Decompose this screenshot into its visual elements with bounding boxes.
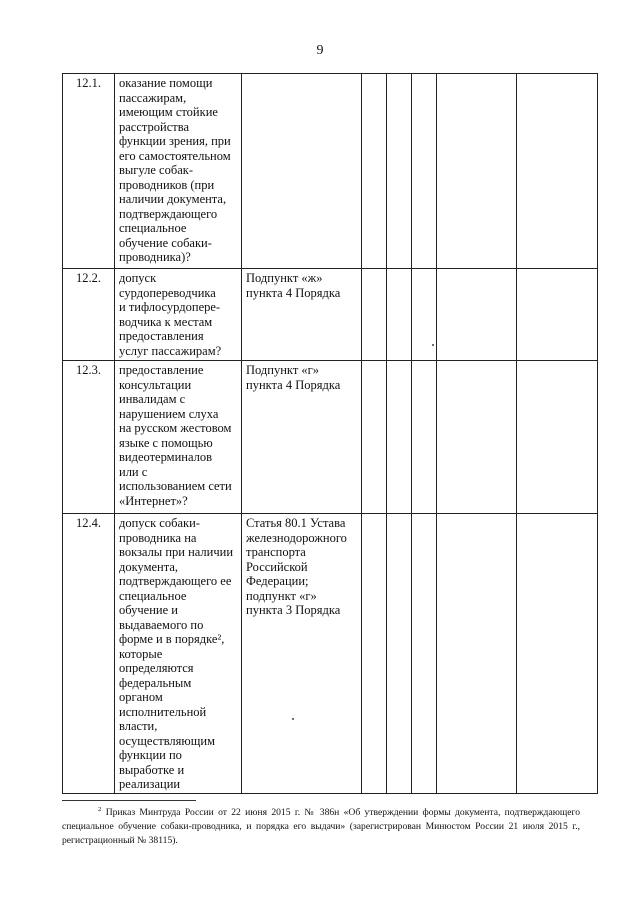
reference-line: железнодорожного [246, 530, 347, 545]
legal-reference-cell [242, 361, 362, 514]
question-line: специальное [119, 588, 187, 603]
answer-no-cell [387, 361, 412, 514]
question-line: видеотерминалов [119, 450, 212, 464]
answer-na-cell [412, 74, 437, 269]
checklist-table [62, 73, 598, 794]
question-line: использованием сети [119, 479, 232, 493]
question-line: выгуле собак- [119, 163, 193, 177]
answer-yes-cell [362, 269, 387, 361]
question-line: органом [119, 690, 163, 704]
reference-line: пункта 4 Порядка [246, 377, 341, 392]
notes-cell [517, 361, 598, 514]
table-row [63, 74, 598, 269]
reference-line: пункта 4 Порядка [246, 285, 341, 300]
question-line: реализации [119, 777, 181, 791]
scan-speck [432, 344, 434, 346]
answer-yes-cell [362, 514, 387, 794]
question-line: подтверждающего [119, 206, 218, 221]
question-line: и тифлосурдопере- [119, 300, 221, 314]
question-line: нарушением слуха [119, 406, 219, 421]
checklist-rows [63, 74, 598, 794]
question-line: сурдопереводчика [119, 285, 216, 300]
table-row [63, 269, 598, 361]
question-line: на русском жестовом [119, 421, 232, 435]
notes-cell [517, 74, 598, 269]
question-line: специальное [119, 221, 187, 235]
question-line: выдаваемого по [119, 617, 204, 632]
reference-line: Федерации; [246, 574, 309, 588]
form-blank-cell [437, 361, 517, 514]
question-line: допуск собаки- [119, 516, 200, 530]
notes-cell [517, 514, 598, 794]
item-number-cell: 12.3. [63, 361, 115, 514]
reference-line: пункта 3 Порядка [246, 603, 341, 617]
question-line: пассажирам, [119, 90, 187, 105]
question-line: его самостоятельном [119, 148, 231, 163]
table-row [63, 514, 598, 794]
question-line: инвалидам с [119, 392, 186, 406]
footnote-marker: 2 [98, 805, 102, 813]
reference-line: Подпункт «ж» [246, 271, 323, 285]
question-line: федеральным [119, 675, 192, 690]
question-line: осуществляющим [119, 733, 215, 748]
question-cell [115, 269, 242, 361]
question-line: языке с помощью [119, 435, 213, 450]
question-line: «Интернет»? [119, 493, 188, 508]
question-line: исполнительной [119, 704, 207, 719]
answer-no-cell [387, 74, 412, 269]
question-line: наличии документа, [119, 192, 227, 206]
question-line: определяются [119, 661, 194, 675]
footnote-text: Приказ Минтруда России от 22 июня 2015 г. № 386н «Об утверждении формы документа, подтверждающего специальное обучение собаки-проводника, и порядка его выдачи» (зарегистрирован Минюстом России 21 июля 2015 г., регистрационный № 38115). [62, 807, 581, 846]
page-number: 9 [316, 43, 324, 58]
question-line: которые [119, 646, 163, 661]
question-line: предоставления [119, 329, 204, 343]
question-line: вокзалы при наличии [119, 545, 234, 559]
question-cell [115, 74, 242, 269]
legal-reference-cell [242, 74, 362, 269]
question-line: документа, [119, 559, 179, 574]
item-number-cell: 12.1. [63, 74, 115, 269]
item-number-cell: 12.4. [63, 514, 115, 794]
question-line: водчика к местам [119, 314, 213, 329]
form-blank-cell [437, 74, 517, 269]
answer-yes-cell [362, 361, 387, 514]
question-line: проводников (при [119, 177, 215, 192]
answer-no-cell [387, 269, 412, 361]
question-line: допуск [119, 271, 157, 285]
question-cell [115, 361, 242, 514]
question-line: консультации [119, 377, 192, 392]
question-line: форме и в порядке², [119, 632, 225, 646]
question-line: имеющим стойкие [119, 105, 218, 119]
table-row [63, 361, 598, 514]
question-line: обучение и [119, 603, 178, 617]
question-line: предоставление [119, 363, 204, 377]
legal-reference-cell [242, 269, 362, 361]
question-line: функции зрения, при [119, 134, 231, 148]
item-number-cell: 12.2. [63, 269, 115, 361]
question-line: обучение собаки- [119, 235, 212, 250]
answer-yes-cell [362, 74, 387, 269]
answer-no-cell [387, 514, 412, 794]
question-line: проводника)? [119, 250, 191, 264]
legal-reference-cell [242, 514, 362, 794]
question-cell [115, 514, 242, 794]
reference-line: Подпункт «г» [246, 363, 320, 377]
reference-line: Российской [246, 559, 308, 574]
notes-cell [517, 269, 598, 361]
footnote-separator [62, 800, 196, 801]
answer-na-cell [412, 269, 437, 361]
question-line: расстройства [119, 119, 189, 134]
reference-line: подпункт «г» [246, 588, 317, 603]
reference-line: транспорта [246, 545, 306, 559]
question-line: власти, [119, 719, 158, 733]
question-line: услуг пассажирам? [119, 343, 222, 358]
question-line: проводника на [119, 530, 197, 545]
form-blank-cell [437, 269, 517, 361]
footnote [62, 806, 580, 848]
question-line: или с [119, 464, 148, 479]
form-blank-cell [437, 514, 517, 794]
scan-speck [292, 718, 294, 720]
question-line: оказание помощи [119, 76, 213, 90]
answer-na-cell [412, 361, 437, 514]
answer-na-cell [412, 514, 437, 794]
question-line: выработке и [119, 762, 185, 777]
question-line: подтверждающего ее [119, 574, 232, 588]
reference-line: Статья 80.1 Устава [246, 516, 346, 530]
question-line: функции по [119, 748, 182, 762]
